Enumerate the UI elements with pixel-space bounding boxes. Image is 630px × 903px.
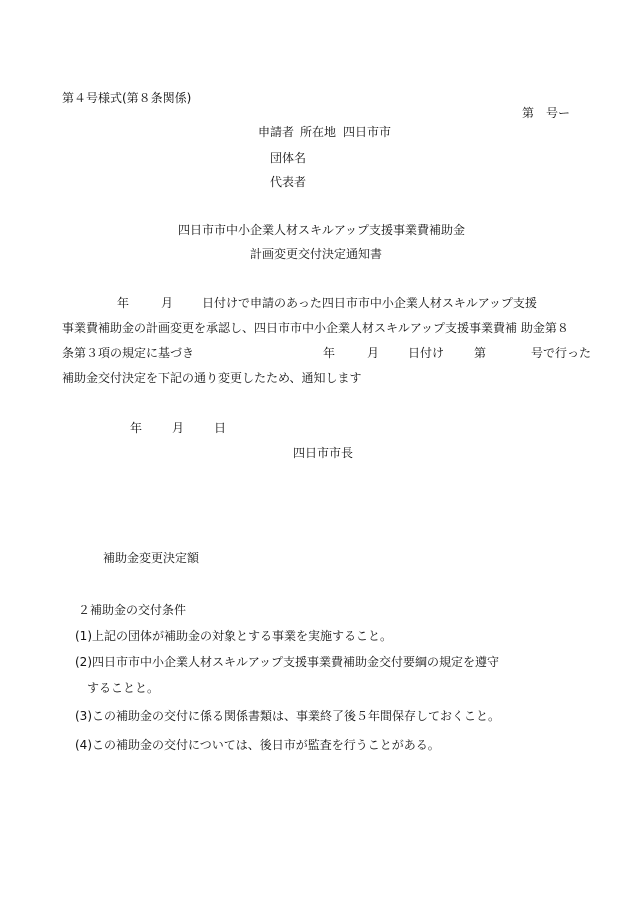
address-label: 所在地 <box>300 125 337 139</box>
organization-label: 団体名 <box>270 151 307 165</box>
condition-item-continued: することと。 <box>75 681 160 695</box>
address-value: 四日市市 <box>343 125 392 139</box>
issuer: 四日市市長 <box>293 446 354 460</box>
body-month: 月 <box>161 296 174 310</box>
body-line-3: 条第３項の規定に基づき <box>62 346 195 360</box>
body-line-3-end: 号で行った <box>531 346 592 360</box>
form-id: 第４号様式(第８条関係) <box>62 91 192 105</box>
date-month: 月 <box>172 421 185 435</box>
condition-item: (1)上記の団体が補助金の対象とする事業を実施すること。 <box>75 629 393 643</box>
title-line-1: 四日市市中小企業人材スキルアップ支援事業費補助金 <box>178 223 466 237</box>
body-line-2: 事業費補助金の計画変更を承認し、四日市市中小企業人材スキルアップ支援事業費補 助金第８ <box>62 321 569 335</box>
date-day: 日 <box>214 421 227 435</box>
condition-item: (2)四日市市中小企業人材スキルアップ支援事業費補助金交付要綱の規定を遵守 <box>75 655 500 669</box>
amount-label: 補助金変更決定額 <box>103 551 200 565</box>
conditions-heading: ２補助金の交付条件 <box>78 603 187 617</box>
document-number: 第 号ー <box>522 106 571 120</box>
body-line-3-month: 月 <box>367 346 380 360</box>
body-year: 年 <box>117 296 130 310</box>
date-year: 年 <box>130 421 143 435</box>
body-line-1: 日付けで申請のあった四日市市中小企業人材スキルアップ支援 <box>202 296 537 310</box>
body-line-4: 補助金交付決定を下記の通り変更したため、通知します <box>62 371 362 385</box>
condition-item: (4)この補助金の交付については、後日市が監査を行うことがある。 <box>75 738 440 752</box>
representative-label: 代表者 <box>270 175 307 189</box>
applicant-label: 申請者 <box>258 125 295 139</box>
title-line-2: 計画変更交付決定通知書 <box>250 247 383 261</box>
body-line-3-number: 第 <box>474 346 487 360</box>
body-line-3-year: 年 <box>323 346 336 360</box>
condition-item: (3)この補助金の交付に係る関係書類は、事業終了後５年間保存しておくこと。 <box>75 709 501 723</box>
body-line-3-day: 日付け <box>408 346 445 360</box>
